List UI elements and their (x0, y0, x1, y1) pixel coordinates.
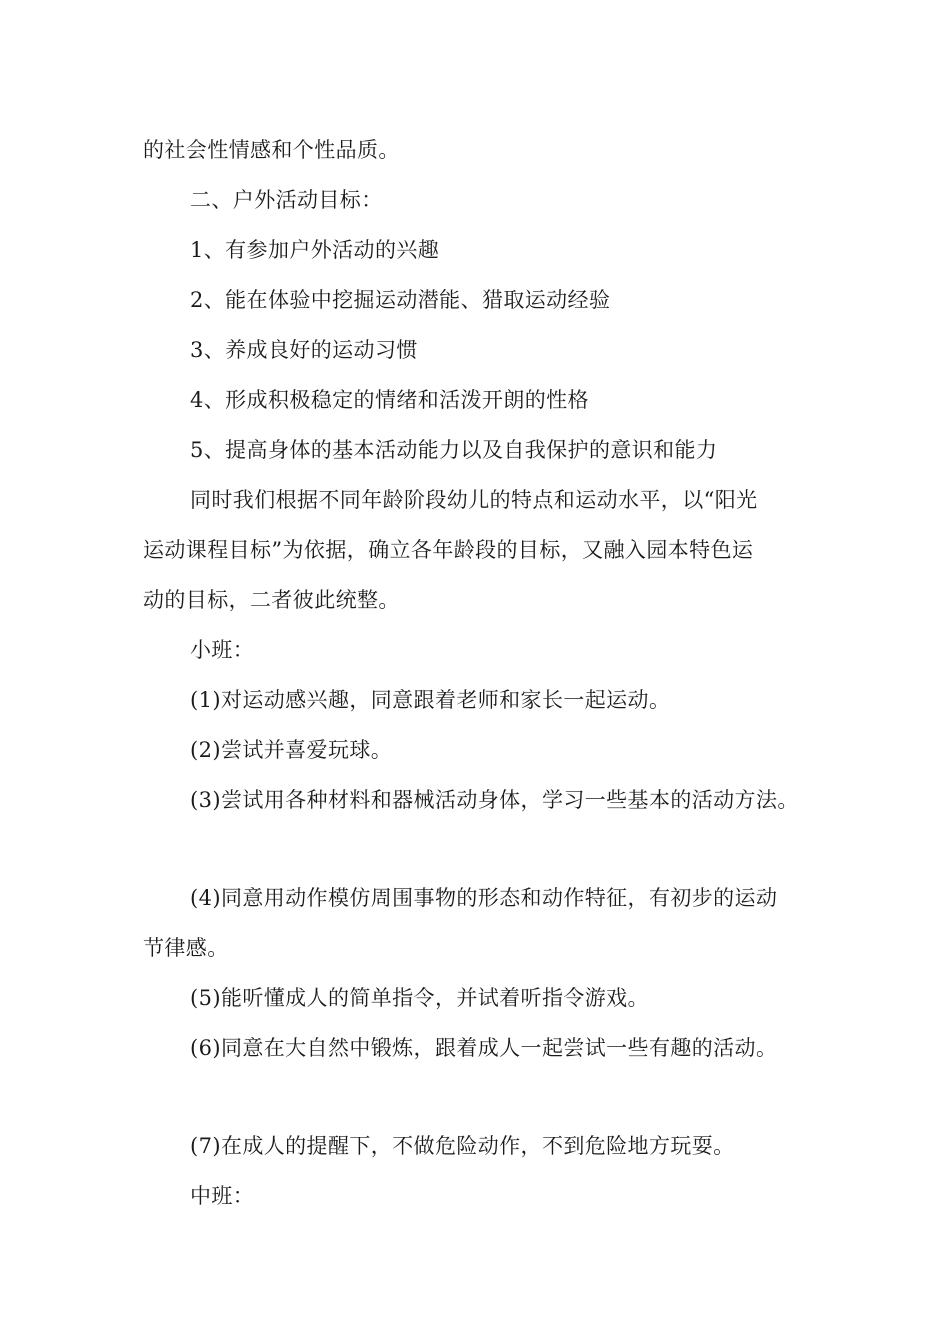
small-class-item-3: (3)尝试用各种材料和器械活动身体，学习一些基本的活动方法。 (190, 788, 799, 812)
small-class-item-7: (7)在成人的提醒下，不做危险动作，不到危险地方玩耍。 (190, 1134, 735, 1158)
goal-item-4: 4、形成积极稳定的情绪和活泼开朗的性格 (190, 388, 589, 412)
subheading-small-class: 小班： (190, 638, 255, 662)
paragraph-line-2: 运动课程目标”为依据，确立各年龄段的目标，又融入园本特色运 (143, 538, 754, 562)
small-class-item-4-continuation: 节律感。 (143, 936, 229, 960)
paragraph-continuation: 的社会性情感和个性品质。 (143, 138, 400, 162)
small-class-item-5: (5)能听懂成人的简单指令，并试着听指令游戏。 (190, 986, 649, 1010)
section-heading: 二、户外活动目标： (190, 188, 383, 212)
goal-item-2: 2、能在体验中挖掘运动潜能、猎取运动经验 (190, 288, 611, 312)
small-class-item-2: (2)尝试并喜爱玩球。 (190, 738, 393, 762)
small-class-item-6: (6)同意在大自然中锻炼，跟着成人一起尝试一些有趣的活动。 (190, 1036, 778, 1060)
subheading-middle-class: 中班： (190, 1184, 255, 1208)
goal-item-3: 3、养成良好的运动习惯 (190, 338, 418, 362)
small-class-item-4: (4)同意用动作模仿周围事物的形态和动作特征，有初步的运动 (190, 886, 778, 910)
paragraph-line-1: 同时我们根据不同年龄阶段幼儿的特点和运动水平，以“阳光 (190, 488, 758, 512)
small-class-item-1: (1)对运动感兴趣，同意跟着老师和家长一起运动。 (190, 688, 671, 712)
paragraph-line-3: 动的目标，二者彼此统整。 (143, 588, 400, 612)
goal-item-1: 1、有参加户外活动的兴趣 (190, 238, 440, 262)
goal-item-5: 5、提高身体的基本活动能力以及自我保护的意识和能力 (190, 438, 718, 462)
